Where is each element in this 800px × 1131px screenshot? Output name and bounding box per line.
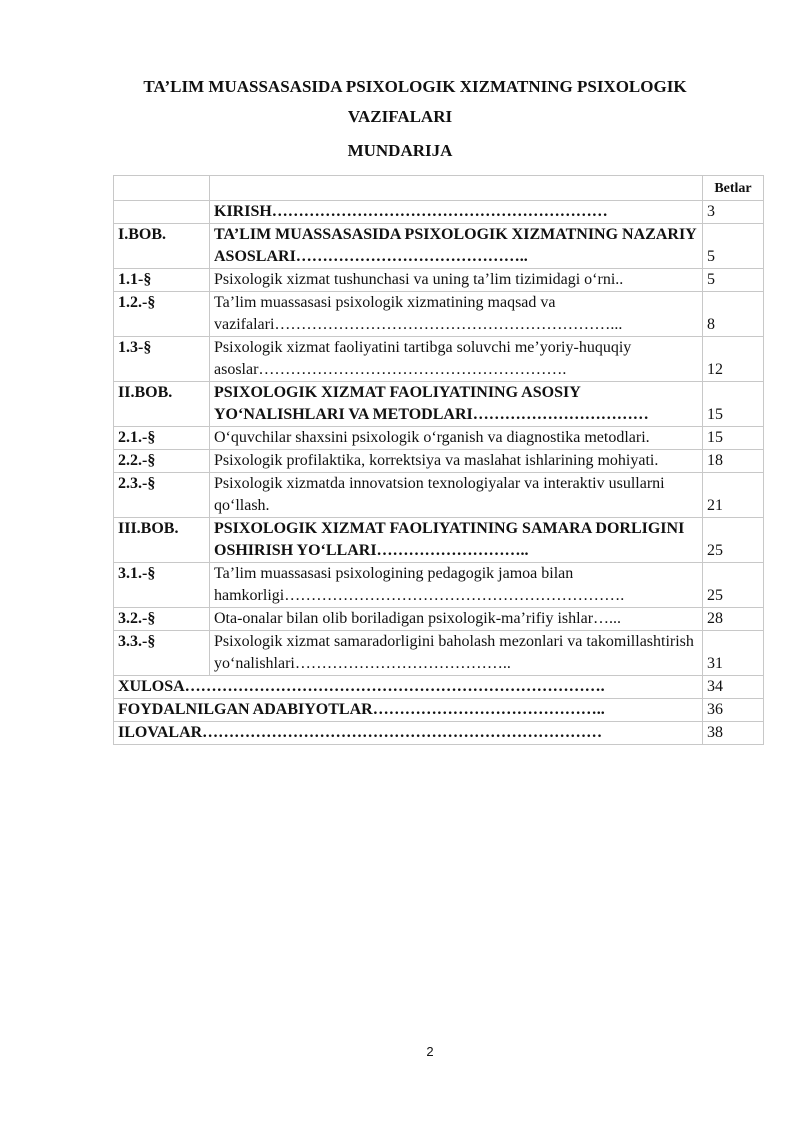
toc-section-number: 3.2.-§ — [114, 608, 210, 631]
contents-heading: MUNDARIJA — [347, 141, 453, 160]
toc-section-title: FOYDALNILGAN ADABIYOTLAR…………………………………….. — [114, 699, 703, 722]
toc-page-number: 5 — [703, 224, 764, 269]
toc-row — [114, 563, 764, 608]
document-title-line2: VAZIFALARI — [347, 107, 453, 126]
toc-section-number: 2.1.-§ — [114, 427, 210, 450]
toc-section-title: Psixologik xizmat faoliyatini tartibga soluvchi me’yoriy-huquqiy asoslar…………………………………………………. — [210, 337, 703, 382]
toc-page-number: 12 — [703, 337, 764, 382]
toc-row — [114, 224, 764, 269]
toc-page-number: 38 — [703, 722, 764, 745]
toc-row — [114, 201, 764, 224]
toc-section-number: 2.2.-§ — [114, 450, 210, 473]
toc-row — [114, 337, 764, 382]
page-number: 2 — [426, 1044, 434, 1059]
toc-section-title: TA’LIM MUASSASASIDA PSIXOLOGIK XIZMATNING NAZARIY ASOSLARI…………………………………….. — [210, 224, 703, 269]
toc-row — [114, 608, 764, 631]
toc-section-title: Psixologik profilaktika, korrektsiya va maslahat ishlarining mohiyati. — [210, 450, 703, 473]
toc-page-number: 3 — [703, 201, 764, 224]
table-of-contents — [113, 175, 764, 745]
toc-section-title: Ota-onalar bilan olib boriladigan psixologik-ma’rifiy ishlar…... — [210, 608, 703, 631]
toc-page-number: 18 — [703, 450, 764, 473]
toc-section-number — [114, 201, 210, 224]
toc-row — [114, 450, 764, 473]
toc-row — [114, 518, 764, 563]
toc-page-number: 8 — [703, 292, 764, 337]
toc-section-number: 3.1.-§ — [114, 563, 210, 608]
toc-page-number: 34 — [703, 676, 764, 699]
toc-page-number: 15 — [703, 427, 764, 450]
pages-header: Betlar — [703, 176, 764, 201]
toc-section-title: PSIXOLOGIK XIZMAT FAOLIYATINING ASOSIY YO‘NALISHLARI VA METODLARI…………………………… — [210, 382, 703, 427]
empty-cell — [210, 176, 703, 201]
toc-page-number: 25 — [703, 518, 764, 563]
toc-section-number: 3.3.-§ — [114, 631, 210, 676]
toc-page-number: 15 — [703, 382, 764, 427]
toc-page-number: 31 — [703, 631, 764, 676]
toc-row — [114, 722, 764, 745]
empty-cell — [114, 176, 210, 201]
document-title-line1: TA’LIM MUASSASASIDA PSIXOLOGIK XIZMATNING PSIXOLOGIK — [143, 77, 687, 96]
toc-page-number: 21 — [703, 473, 764, 518]
toc-section-title: Psixologik xizmat samaradorligini baholash mezonlari va takomillashtirish yo‘nalishlari………………………………….. — [210, 631, 703, 676]
toc-section-number: 1.3-§ — [114, 337, 210, 382]
toc-row — [114, 292, 764, 337]
toc-section-title: XULOSA……………………………………………………………………. — [114, 676, 703, 699]
toc-page-number: 28 — [703, 608, 764, 631]
toc-section-number: 1.2.-§ — [114, 292, 210, 337]
toc-row — [114, 473, 764, 518]
toc-section-title: Psixologik xizmatda innovatsion texnologiyalar va interaktiv usullarni qo‘llash. — [210, 473, 703, 518]
toc-row — [114, 631, 764, 676]
toc-section-title: Ta’lim muassasasi psixologik xizmatining maqsad va vazifalari………………………………………………………... — [210, 292, 703, 337]
toc-section-title: O‘quvchilar shaxsini psixologik o‘rganish va diagnostika metodlari. — [210, 427, 703, 450]
toc-section-title: KIRISH……………………………………………………… — [210, 201, 703, 224]
toc-section-number: I.BOB. — [114, 224, 210, 269]
toc-row — [114, 269, 764, 292]
toc-section-title: PSIXOLOGIK XIZMAT FAOLIYATINING SAMARA DORLIGINI OSHIRISH YO‘LLARI……………………….. — [210, 518, 703, 563]
toc-page-number: 36 — [703, 699, 764, 722]
toc-section-number: II.BOB. — [114, 382, 210, 427]
toc-row — [114, 699, 764, 722]
toc-section-number: 2.3.-§ — [114, 473, 210, 518]
toc-header-row — [114, 176, 764, 201]
toc-row — [114, 676, 764, 699]
toc-row — [114, 427, 764, 450]
toc-page-number: 25 — [703, 563, 764, 608]
toc-row — [114, 382, 764, 427]
toc-section-title: Ta’lim muassasasi psixologining pedagogik jamoa bilan hamkorligi………………………………………………………. — [210, 563, 703, 608]
toc-page-number: 5 — [703, 269, 764, 292]
toc-section-number: III.BOB. — [114, 518, 210, 563]
toc-section-title: Psixologik xizmat tushunchasi va uning ta’lim tizimidagi o‘rni.. — [210, 269, 703, 292]
toc-section-title: ILOVALAR………………………………………………………………… — [114, 722, 703, 745]
toc-section-number: 1.1-§ — [114, 269, 210, 292]
